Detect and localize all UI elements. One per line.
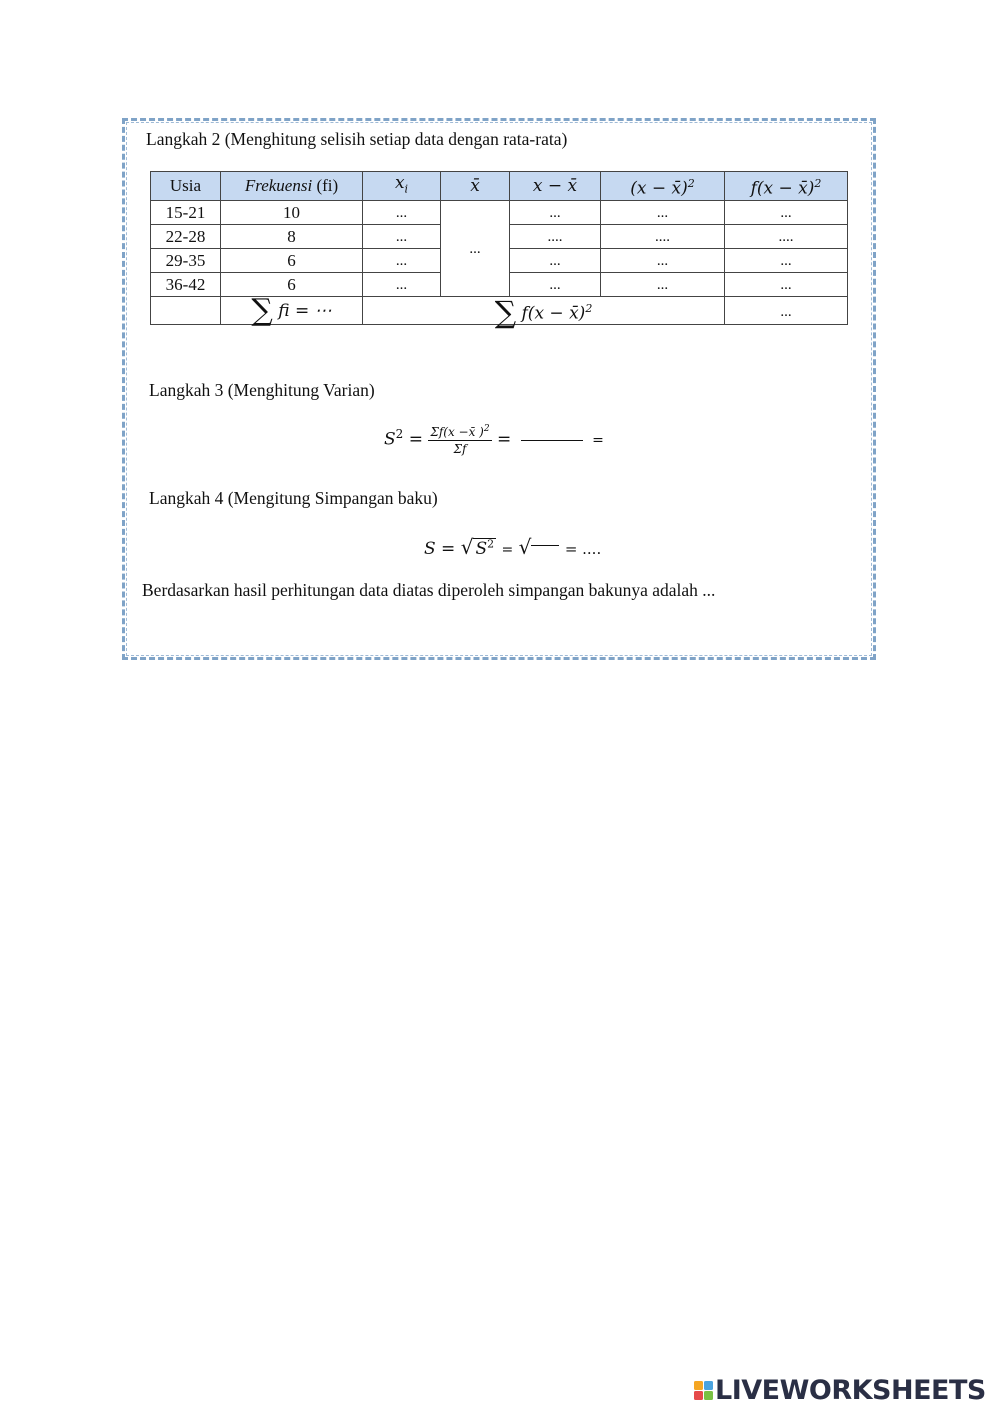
cell-f-deviation-squared[interactable]: .... bbox=[725, 225, 848, 249]
cell-frequency[interactable]: 8 bbox=[221, 225, 363, 249]
table-sum-row bbox=[151, 297, 848, 325]
step3-title: Langkah 3 (Menghitung Varian) bbox=[149, 380, 375, 400]
variance-blank-line[interactable] bbox=[521, 440, 583, 441]
cell-xi[interactable]: ... bbox=[363, 201, 441, 225]
std-dev-formula: S = √ $S^2$ = √ = .... bbox=[424, 535, 602, 559]
cell-usia[interactable]: 22-28 bbox=[151, 225, 221, 249]
table-row bbox=[151, 201, 848, 225]
liveworksheets-logo: LIVEWORKSHEETS bbox=[694, 1374, 986, 1406]
cell-usia[interactable]: 29-35 bbox=[151, 249, 221, 273]
header-f-deviation-squared: f(x − x̄)$^2$ bbox=[725, 172, 848, 201]
cell-sum-f-deviation-squared: ∑ f(x − x̄)$^2$ bbox=[363, 297, 725, 325]
cell-f-deviation-squared[interactable]: ... bbox=[725, 201, 848, 225]
header-xi: $x_i$ bbox=[363, 172, 441, 201]
cell-deviation-squared[interactable]: ... bbox=[601, 273, 725, 297]
cell-sum-fi[interactable]: ∑ fi = ⋯ bbox=[221, 297, 363, 325]
cell-frequency[interactable]: 6 bbox=[221, 249, 363, 273]
table-header-row bbox=[151, 172, 848, 201]
cell-frequency[interactable]: 6 bbox=[221, 273, 363, 297]
cell-f-deviation-squared[interactable]: ... bbox=[725, 273, 848, 297]
cell-sum-total[interactable]: ... bbox=[725, 297, 848, 325]
cell-xi[interactable]: ... bbox=[363, 249, 441, 273]
cell-deviation[interactable]: ... bbox=[510, 201, 601, 225]
cell-xi[interactable]: ... bbox=[363, 273, 441, 297]
cell-deviation[interactable]: ... bbox=[510, 273, 601, 297]
cell-deviation-squared[interactable]: .... bbox=[601, 225, 725, 249]
cell-frequency[interactable]: 10 bbox=[221, 201, 363, 225]
cell-xbar[interactable]: ... bbox=[441, 201, 510, 297]
brand-icon bbox=[694, 1381, 713, 1400]
header-usia: Usia bbox=[151, 172, 221, 201]
cell-deviation[interactable]: ... bbox=[510, 249, 601, 273]
cell-deviation[interactable]: .... bbox=[510, 225, 601, 249]
header-xbar: x̄ bbox=[441, 172, 510, 201]
conclusion-text: Berdasarkan hasil perhitungan data diatas diperoleh simpangan bakunya adalah ... bbox=[142, 580, 716, 600]
variance-formula: $S^2$ = $\frac{\Sigma f(x -x̄ )^2}{\Sigma f}$ = = bbox=[384, 424, 604, 456]
header-frekuensi: Frekuensi (fi) bbox=[221, 172, 363, 201]
cell-usia[interactable]: 15-21 bbox=[151, 201, 221, 225]
header-deviation-squared: (x − x̄)$^2$ bbox=[601, 172, 725, 201]
cell-usia[interactable]: 36-42 bbox=[151, 273, 221, 297]
cell-deviation-squared[interactable]: ... bbox=[601, 201, 725, 225]
calculation-table bbox=[150, 171, 848, 331]
cell-xi[interactable]: ... bbox=[363, 225, 441, 249]
step2-title: Langkah 2 (Menghitung selisih setiap data dengan rata-rata) bbox=[146, 129, 568, 149]
cell-empty bbox=[151, 297, 221, 325]
cell-deviation-squared[interactable]: ... bbox=[601, 249, 725, 273]
variance-fraction: $\frac{\Sigma f(x -x̄ )^2}{\Sigma f}$ bbox=[430, 424, 490, 456]
header-deviation: x − x̄ bbox=[510, 172, 601, 201]
std-dev-blank[interactable] bbox=[531, 545, 559, 546]
cell-f-deviation-squared[interactable]: ... bbox=[725, 249, 848, 273]
step4-title: Langkah 4 (Mengitung Simpangan baku) bbox=[149, 488, 438, 508]
